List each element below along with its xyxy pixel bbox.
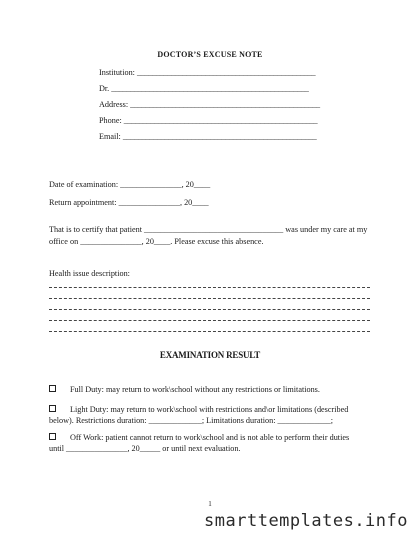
full-duty-checkbox[interactable]: [49, 385, 56, 392]
email-field[interactable]: [99, 132, 316, 142]
document-title: DOCTOR’S EXCUSE NOTE: [157, 50, 263, 59]
full-duty-label: Full Duty: may return to work\school without any restrictions or limitations.: [70, 385, 320, 394]
email-line: ___________________________________________________: [122, 132, 317, 141]
certify-line-1[interactable]: That is to certify that patient __________________________________ was under my care at my: [49, 225, 368, 234]
phone-field[interactable]: [99, 116, 317, 126]
page-number: 1: [208, 500, 212, 508]
watermark-text: smarttemplates.info: [204, 511, 408, 531]
institution-field[interactable]: [99, 68, 315, 78]
health-issue-line-3[interactable]: [49, 309, 370, 310]
address-line: __________________________________________________: [130, 100, 320, 109]
email-label: Email:: [99, 132, 121, 141]
address-field[interactable]: [99, 100, 320, 110]
off-work-checkbox[interactable]: [49, 433, 56, 440]
doctor-label: Dr.: [99, 84, 110, 93]
option-full-duty[interactable]: [49, 384, 320, 396]
address-label: Address:: [99, 100, 129, 109]
light-duty-label-1: Light Duty: may return to work\school with restrictions and\or limitations (described: [70, 405, 349, 414]
section-title: EXAMINATION RESULT: [159, 350, 261, 360]
phone-label: Phone:: [99, 116, 122, 125]
institution-line: _______________________________________________: [136, 68, 316, 77]
institution-label: Institution:: [99, 68, 135, 77]
doctor-field[interactable]: [99, 84, 309, 94]
health-issue-line-1[interactable]: [49, 287, 370, 288]
light-duty-checkbox[interactable]: [49, 405, 56, 412]
doctor-line: ____________________________________________________: [111, 84, 309, 93]
health-issue-label: Health issue description:: [49, 269, 130, 278]
phone-line: ___________________________________________________: [123, 116, 318, 125]
off-work-label-1: Off Work: patient cannot return to work\school and is not able to perform their duties: [70, 433, 350, 442]
health-issue-line-5[interactable]: [49, 331, 370, 332]
return-appointment-field[interactable]: Return appointment: _______________, 20____: [49, 198, 209, 207]
off-work-line-2[interactable]: until _______________, 20_____ or until next evaluation.: [49, 444, 241, 453]
health-issue-line-4[interactable]: [49, 320, 370, 321]
exam-date-field[interactable]: Date of examination: _______________, 20____: [49, 180, 211, 189]
health-issue-line-2[interactable]: [49, 298, 370, 299]
light-duty-line-2[interactable]: below). Restrictions duration: _____________; Limitations duration: _____________;: [49, 416, 334, 425]
certify-line-2[interactable]: office on _______________, 20____. Please excuse this absence.: [49, 237, 264, 246]
